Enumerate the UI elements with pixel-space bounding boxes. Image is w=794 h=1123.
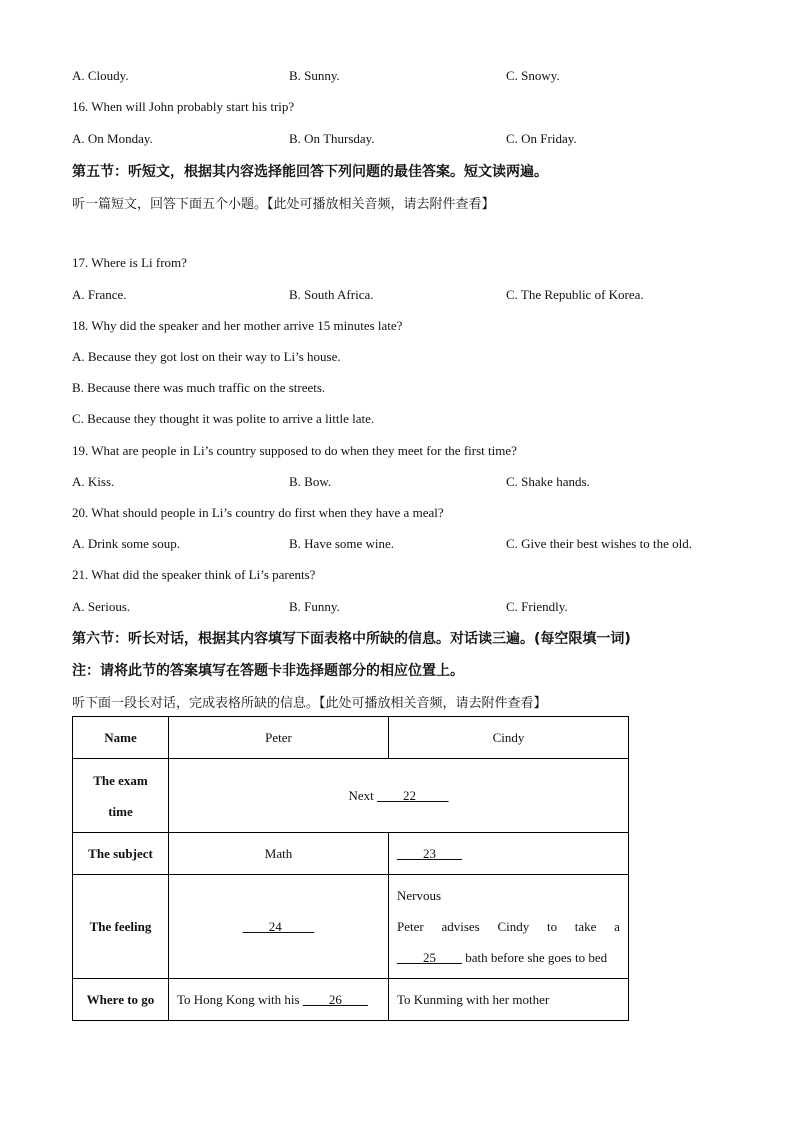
table-row-where bbox=[73, 979, 629, 1021]
advice-line-2 bbox=[397, 942, 620, 973]
advice-word: advises bbox=[441, 919, 480, 934]
peter-name: Peter bbox=[169, 717, 389, 759]
advice-word: a bbox=[614, 919, 620, 934]
exam-time-label-line2: time bbox=[108, 803, 133, 819]
q19-option-a: A. Kiss. bbox=[72, 474, 115, 489]
q20-option-c: C. Give their best wishes to the old. bbox=[506, 536, 692, 551]
table-row-exam-time bbox=[73, 759, 629, 833]
section5-title: 第五节：听短文，根据其内容选择能回答下列问题的最佳答案。短文读两遍。 bbox=[72, 164, 548, 180]
exam-time-label-line1: The exam bbox=[93, 772, 148, 788]
advice-word: Cindy bbox=[497, 919, 530, 934]
q17-option-c: C. The Republic of Korea. bbox=[506, 287, 644, 302]
q15-option-b: B. Sunny. bbox=[289, 68, 340, 83]
info-table bbox=[72, 716, 629, 1021]
exam-time-label bbox=[73, 759, 169, 833]
subject-label: The subject bbox=[73, 833, 169, 875]
blank-23[interactable]: ____23____ bbox=[397, 845, 462, 861]
section6-instruction: 听下面一段长对话，完成表格所缺的信息。【此处可播放相关音频，请去附件查看】 bbox=[72, 696, 547, 711]
peter-where bbox=[169, 979, 389, 1021]
q20-question: 20. What should people in Li’s country do first when they have a meal? bbox=[72, 505, 444, 520]
cindy-name: Cindy bbox=[389, 717, 629, 759]
q18-option-b: B. Because there was much traffic on the streets. bbox=[72, 380, 326, 395]
q18-question: 18. Why did the speaker and her mother arrive 15 minutes late? bbox=[72, 318, 403, 333]
blank-26[interactable]: ____26____ bbox=[302, 991, 368, 1007]
q19-question: 19. What are people in Li’s country supposed to do when they meet for the first time? bbox=[72, 443, 517, 458]
peter-where-prefix: To Hong Kong with his bbox=[177, 991, 303, 1007]
q16-option-a: A. On Monday. bbox=[72, 131, 153, 146]
q21-option-a: A. Serious. bbox=[72, 599, 131, 614]
section6-note: 注：请将此节的答案填写在答题卡非选择题部分的相应位置上。 bbox=[72, 663, 464, 679]
name-label: Name bbox=[73, 717, 169, 759]
q18-option-a: A. Because they got lost on their way to Li’s house. bbox=[72, 349, 341, 364]
table-row-subject bbox=[73, 833, 629, 875]
q17-question: 17. Where is Li from? bbox=[72, 255, 187, 270]
q17-option-a: A. France. bbox=[72, 287, 127, 302]
q20-option-a: A. Drink some soup. bbox=[72, 536, 180, 551]
q21-option-b: B. Funny. bbox=[289, 599, 340, 614]
q17-option-b: B. South Africa. bbox=[289, 287, 374, 302]
exam-time-prefix: Next bbox=[348, 787, 378, 803]
q19-option-c: C. Shake hands. bbox=[506, 474, 590, 489]
q19-option-b: B. Bow. bbox=[289, 474, 332, 489]
blank-25[interactable]: ____25____ bbox=[397, 950, 462, 965]
q16-option-c: C. On Friday. bbox=[506, 131, 577, 146]
section5-instruction: 听一篇短文，回答下面五个小题。【此处可播放相关音频，请去附件查看】 bbox=[72, 197, 495, 212]
section6-title: 第六节：听长对话，根据其内容填写下面表格中所缺的信息。对话读三遍。(每空限填一词) bbox=[72, 631, 631, 647]
q15-option-c: C. Snowy. bbox=[506, 68, 560, 83]
q16-option-b: B. On Thursday. bbox=[289, 131, 375, 146]
blank-24[interactable]: ____24_____ bbox=[242, 918, 315, 934]
peter-feeling bbox=[169, 875, 389, 979]
advice-line bbox=[397, 911, 620, 942]
q21-option-c: C. Friendly. bbox=[506, 599, 568, 614]
q15-option-a: A. Cloudy. bbox=[72, 68, 129, 83]
q21-question: 21. What did the speaker think of Li’s parents? bbox=[72, 567, 316, 582]
table-row-feeling bbox=[73, 875, 629, 979]
peter-subject: Math bbox=[169, 833, 389, 875]
q16-question: 16. When will John probably start his trip? bbox=[72, 99, 295, 114]
cindy-feeling bbox=[389, 875, 629, 979]
advice-end: bath before she goes to bed bbox=[462, 950, 608, 965]
table-row-name bbox=[73, 717, 629, 759]
advice-word: Peter bbox=[397, 919, 424, 934]
blank-22[interactable]: ____22_____ bbox=[377, 787, 449, 803]
advice-word: to bbox=[546, 919, 558, 934]
cindy-subject bbox=[389, 833, 629, 875]
q18-option-c: C. Because they thought it was polite to arrive a little late. bbox=[72, 411, 375, 426]
q20-option-b: B. Have some wine. bbox=[289, 536, 395, 551]
where-label: Where to go bbox=[73, 979, 169, 1021]
cindy-where: To Kunming with her mother bbox=[389, 979, 629, 1021]
advice-word: take bbox=[574, 919, 597, 934]
exam-time-value bbox=[169, 759, 629, 833]
cindy-feeling-text: Nervous bbox=[397, 888, 442, 903]
feeling-label: The feeling bbox=[73, 875, 169, 979]
